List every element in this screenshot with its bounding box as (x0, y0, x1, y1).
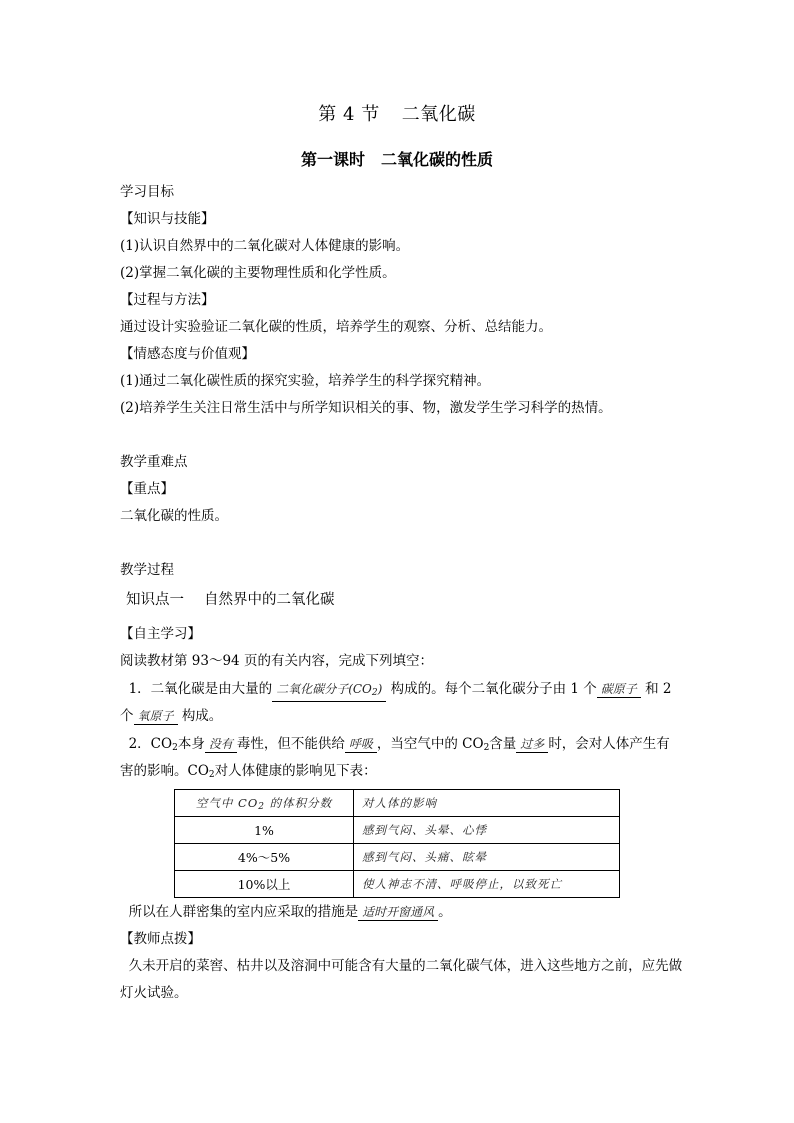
answer-blank: 过多 (516, 736, 548, 753)
lesson-title (0, 147, 794, 170)
knowledge-item-2: (2)掌握二氧化碳的主要物理性质和化学性质。 (120, 265, 396, 281)
table-row (175, 817, 620, 844)
objectives-heading: 学习目标 (120, 184, 174, 200)
question-1-line-1: 1．二氧化碳是由大量的 二氧化碳分子$(CO_2)$ 构成的。每个二氧化碳分子由 1 个 碳原子 和 2 (120, 679, 671, 702)
knowledge-point-label: 知识点一 (126, 592, 184, 608)
table-header-cell: 空气中 $CO_2$ 的体积分数 (175, 790, 354, 817)
attitude-heading: 【情感态度与价值观】 (120, 346, 255, 362)
difficulty-heading: 教学重难点 (120, 454, 188, 470)
answer-blank: 二氧化碳分子$(CO_2)$ (272, 681, 386, 702)
knowledge-point-title: 自然界中的二氧化碳 (204, 592, 335, 608)
self-study-heading: 【自主学习】 (120, 626, 201, 642)
question-2-line-2: 害的影响。$CO_2$对人体健康的影响见下表： (120, 763, 377, 780)
measure-line: 所以在人群密集的室内应采取的措施是 适时开窗通风 。 (128, 904, 452, 920)
teacher-tip-line-1: 久未开启的菜窖、枯井以及溶洞中可能含有大量的二氧化碳气体，进入这些地方之前，应先做 (128, 958, 683, 974)
answer-blank: 呼吸 (345, 736, 377, 753)
attitude-item-2: (2)培养学生关注日常生活中与所学知识相关的事、物，激发学生学习科学的热情。 (120, 400, 612, 416)
answer-blank: 没有 (205, 736, 237, 753)
teacher-tip-heading: 【教师点拨】 (120, 931, 201, 947)
attitude-item-1: (1)通过二氧化碳性质的探究实验，培养学生的科学探究精神。 (120, 373, 491, 389)
key-heading: 【重点】 (120, 481, 174, 497)
answer-blank: 氧原子 (134, 708, 178, 725)
table-header-cell: 对人体的影响 (354, 790, 620, 817)
table-cell: 感到气闷、头晕、心悸 (354, 817, 620, 844)
table-row (175, 844, 620, 871)
question-2-line-1: 2．$CO_2$本身 没有 毒性，但不能供给 呼吸 ，当空气中的 $CO_2$含量 过多 时，会对人体产生有 (128, 736, 670, 753)
table-row (175, 871, 620, 898)
table-cell: 感到气闷、头痛、眩晕 (354, 844, 620, 871)
process-section-heading: 教学过程 (120, 562, 174, 578)
section-name: 二氧化碳 (401, 104, 476, 125)
process-item-1: 通过设计实验验证二氧化碳的性质，培养学生的观察、分析、总结能力。 (120, 319, 552, 335)
process-heading: 【过程与方法】 (120, 292, 215, 308)
section-number: 第 4 节 (318, 104, 380, 125)
table-cell: 4%～5% (175, 844, 354, 871)
question-1-line-2: 个 氧原子 构成。 (120, 708, 223, 724)
knowledge-heading: 【知识与技能】 (120, 211, 215, 227)
table-cell: 10%以上 (175, 871, 354, 898)
reading-instruction: 阅读教材第 93～94 页的有关内容，完成下列填空： (120, 653, 433, 669)
teacher-tip-line-2: 灯火试验。 (120, 985, 188, 1001)
answer-blank: 碳原子 (597, 681, 641, 698)
knowledge-point-heading (126, 590, 335, 610)
table-header-row (175, 790, 620, 817)
lesson-name: 二氧化碳的性质 (381, 150, 494, 169)
lesson-number: 第一课时 (300, 150, 365, 169)
section-title (0, 100, 794, 126)
co2-effects-table (174, 789, 620, 898)
table-cell: 使人神志不清、呼吸停止，以致死亡 (354, 871, 620, 898)
knowledge-item-1: (1)认识自然界中的二氧化碳对人体健康的影响。 (120, 238, 410, 254)
answer-blank: 适时开窗通风 (358, 904, 438, 921)
key-item-1: 二氧化碳的性质。 (120, 508, 228, 524)
table-cell: 1% (175, 817, 354, 844)
